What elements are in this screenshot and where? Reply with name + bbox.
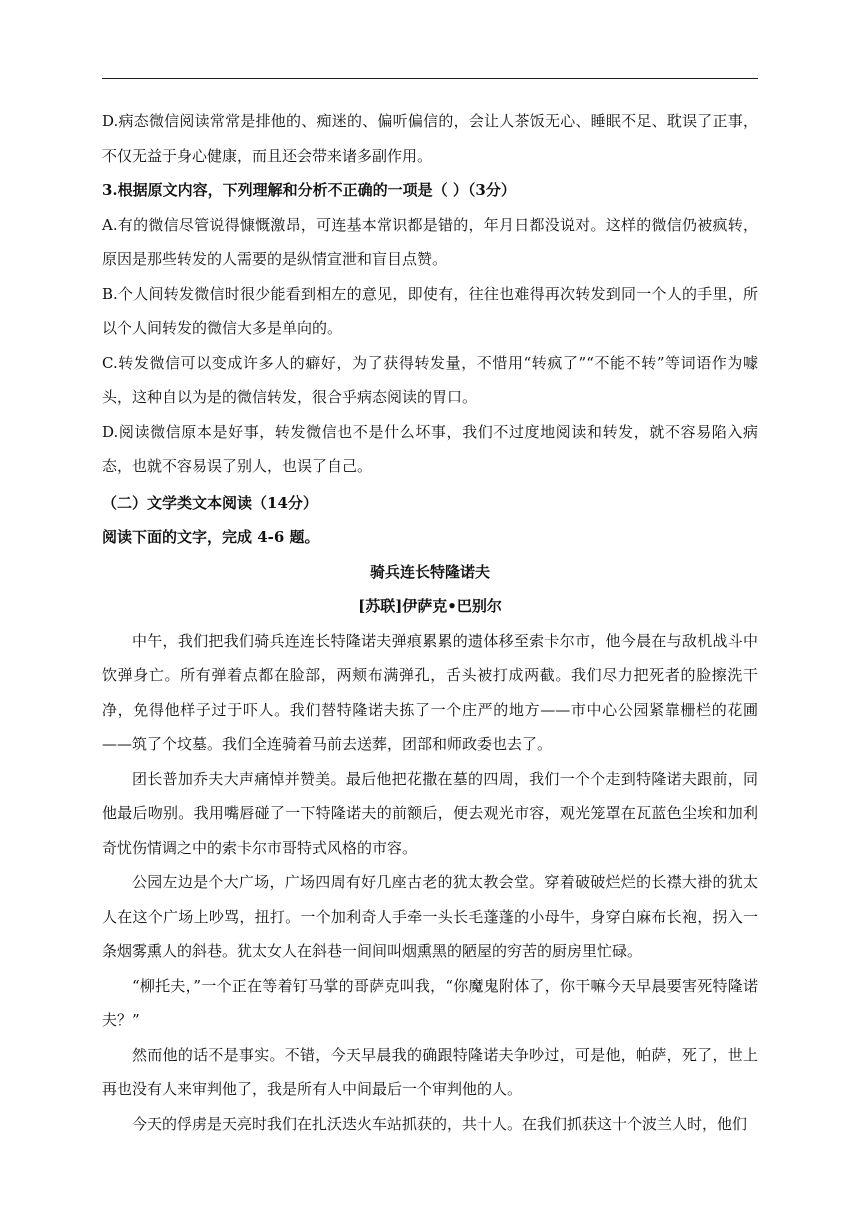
q3-option-d: D.阅读微信原本是好事，转发微信也不是什么坏事，我们不过度地阅读和转发，就不容易陷入病态，也就不容易误了别人，也误了自己。 xyxy=(102,422,758,475)
q2-option-d: D.病态微信阅读常常是排他的、痴迷的、偏听偏信的，会让人茶饭无心、睡眠不足、耽误了正事，不仅无益于身心健康，而且还会带来诸多副作用。 xyxy=(102,112,758,165)
story-paragraph: 然而他的话不是事实。不错，今天早晨我的确跟特隆诺夫争吵过，可是他，帕萨，死了，世上再也没有人来审判他了，我是所有人中间最后一个审判他的人。 xyxy=(102,1045,758,1098)
story-paragraph: 团长普加乔夫大声痛悼并赞美。最后他把花撒在墓的四周，我们一个个走到特隆诺夫跟前，同他最后吻别。我用嘴唇碰了一下特隆诺夫的前额后，便去观光市容，观光笼罩在瓦蓝色尘埃和加利奇忧伤情调之中的索卡尔市哥特式风格的市容。 xyxy=(102,769,758,857)
q3-option-a: A.有的微信尽管说得慷慨激昂，可连基本常识都是错的，年月日都没说对。这样的微信仍被疯转，原因是那些转发的人需要的是纵情宣泄和盲目点赞。 xyxy=(102,215,758,268)
q3-stem: 3.根据原文内容，下列理解和分析不正确的一项是（ ）（3分） xyxy=(102,181,516,199)
story-paragraph: 中午，我们把我们骑兵连连长特隆诺夫弹痕累累的遗体移至索卡尔市，他今晨在与敌机战斗中饮弹身亡。所有弹着点都在脸部，两颊布满弹孔，舌头被打成两截。我们尽力把死者的脸擦洗干净，免得他样子过于吓人。我们替特隆诺夫拣了一个庄严的地方——市中心公园紧靠栅栏的花圃——筑了个坟墓。我们全连骑着马前去送葬，团部和师政委也去了。 xyxy=(102,631,758,753)
header-rule xyxy=(102,78,758,79)
section-instruction: 阅读下面的文字，完成 4-6 题。 xyxy=(102,528,320,546)
q3-option-c: C.转发微信可以变成许多人的癖好，为了获得转发量，不惜用“转疯了”“不能不转”等词语作为噱头，这种自以为是的微信转发，很合乎病态阅读的胃口。 xyxy=(102,353,758,406)
section-heading: （二）文学类文本阅读（14分） xyxy=(102,493,318,512)
q3-option-b: B.个人间转发微信时很少能看到相左的意见，即使有，往往也难得再次转发到同一个人的手里，所以个人间转发的微信大多是单向的。 xyxy=(102,284,758,337)
document-body xyxy=(102,104,758,1141)
story-paragraph: 公园左边是个大广场，广场四周有好几座古老的犹太教会堂。穿着破破烂烂的长襟大褂的犹太人在这个广场上吵骂，扭打。一个加利奇人手牵一头长毛蓬蓬的小母牛，身穿白麻布长袍，拐入一条烟雾熏人的斜巷。犹太女人在斜巷一间间叫烟熏黑的陋屋的穷苦的厨房里忙碌。 xyxy=(102,873,758,960)
story-paragraph: 今天的俘虏是天亮时我们在扎沃迭火车站抓获的，共十人。在我们抓获这十个波兰人时，他们 xyxy=(132,1114,748,1133)
story-paragraph: “柳托夫，”一个正在等着钉马掌的哥萨克叫我，“你魔鬼附体了，你干嘛今天早晨要害死特隆诺夫？” xyxy=(102,976,758,1029)
story-author: [苏联]伊萨克•巴别尔 xyxy=(358,597,502,615)
story-title: 骑兵连长特隆诺夫 xyxy=(369,562,490,581)
